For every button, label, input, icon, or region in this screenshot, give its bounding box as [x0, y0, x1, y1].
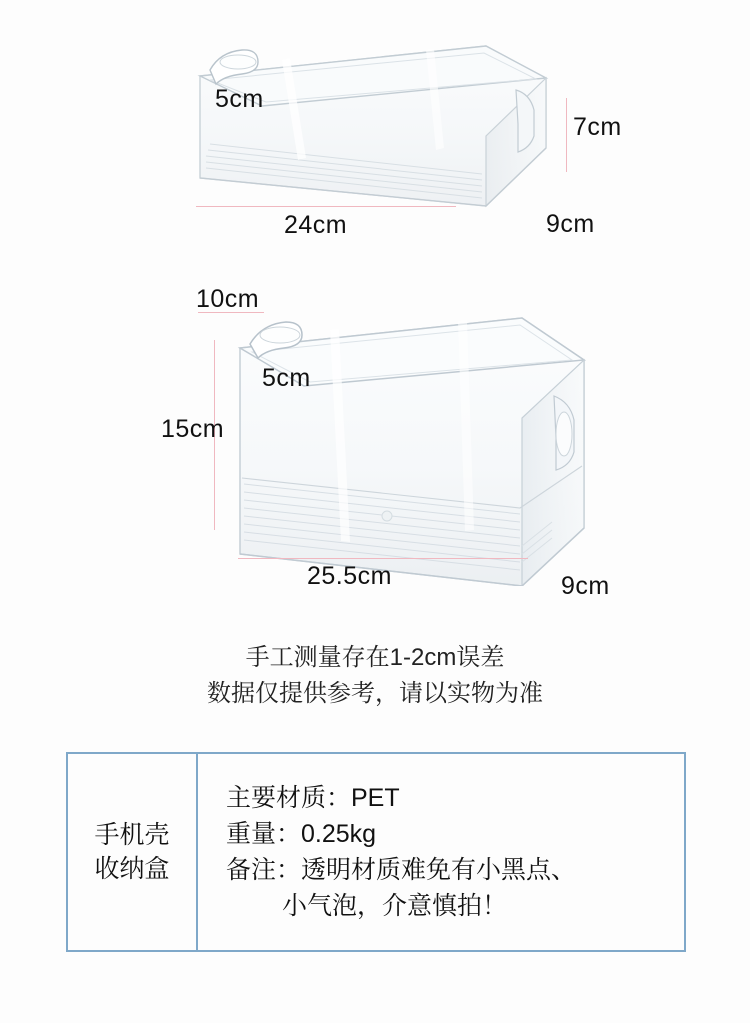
guide-line-top-height [566, 98, 567, 172]
note-line-1: 手工测量存在1-2cm误差 [245, 644, 505, 671]
dimension-handle-width-bottom: 5cm [262, 364, 311, 392]
spec-material: 主要材质：PET [226, 784, 400, 812]
dimension-height-top: 7cm [573, 113, 622, 141]
dimension-length-bottom: 25.5cm [307, 562, 392, 590]
specification-table [66, 752, 686, 952]
dimension-handle-width-top: 5cm [215, 85, 264, 113]
dimension-depth-top: 9cm [546, 210, 595, 238]
tall-storage-bin-illustration [222, 296, 600, 586]
spec-weight: 重量：0.25kg [226, 820, 377, 848]
spec-remark-line-2: 小气泡，介意慎拍！ [282, 892, 508, 920]
small-storage-bin-illustration [186, 28, 564, 248]
product-name-cell [68, 754, 198, 950]
dimension-length-top: 24cm [284, 211, 348, 239]
dimension-height-bottom: 15cm [161, 415, 225, 443]
specification-details-cell [198, 754, 684, 950]
product-name-line-2: 收纳盒 [94, 855, 170, 883]
measurement-notes [0, 640, 750, 712]
note-line-2: 数据仅提供参考，请以实物为准 [207, 680, 543, 707]
product-name-line-1: 手机壳 [94, 821, 170, 849]
spec-remark-line-1: 备注：透明材质难免有小黑点、 [226, 856, 577, 884]
dimension-top-opening-bottom: 10cm [196, 285, 260, 313]
guide-line-bottom-length [238, 558, 528, 559]
dimension-depth-bottom: 9cm [561, 572, 610, 600]
guide-line-top-length [196, 206, 456, 207]
